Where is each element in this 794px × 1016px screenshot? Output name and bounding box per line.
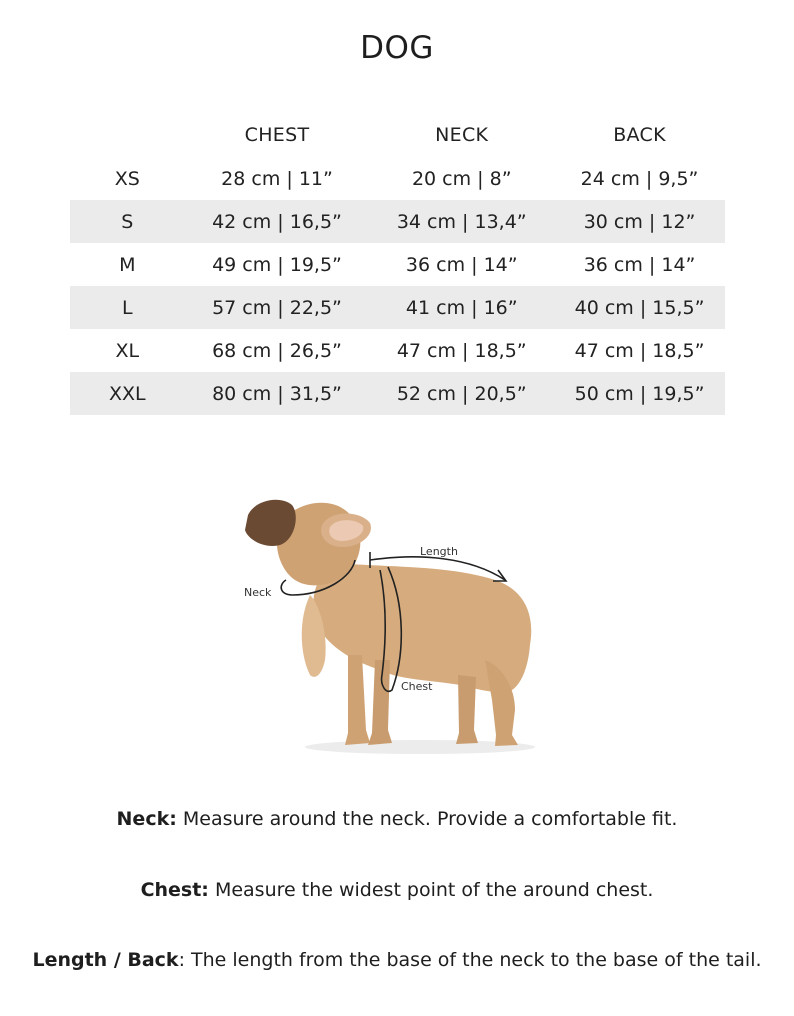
length-label: Length (420, 545, 458, 558)
chest-instruction-label: Chest: (140, 879, 209, 901)
cell-chest: 49 cm | 19,5” (212, 253, 342, 276)
size-chart-table (70, 113, 725, 415)
cell-size: L (70, 286, 185, 329)
cell-size: XXL (70, 372, 185, 415)
cell-back: 30 cm | 12” (554, 200, 725, 243)
neck-instruction (0, 808, 794, 830)
cell-size: XL (115, 339, 140, 362)
header-chest: CHEST (244, 124, 310, 146)
chest-instruction-text: Measure the widest point of the around chest. (208, 879, 654, 901)
header-neck: NECK (435, 124, 489, 146)
table-row (70, 372, 725, 415)
cell-chest: 68 cm | 26,5” (212, 339, 342, 362)
dog-measurement-illustration (230, 485, 560, 775)
cell-size: M (119, 253, 136, 276)
chest-label: Chest (401, 680, 433, 693)
cell-neck: 34 cm | 13,4” (369, 200, 554, 243)
cell-back: 24 cm | 9,5” (580, 167, 699, 190)
chest-instruction (0, 879, 794, 901)
table-row (70, 286, 725, 329)
table-row (70, 243, 725, 286)
cell-neck: 20 cm | 8” (411, 167, 512, 190)
cell-neck: 36 cm | 14” (405, 253, 518, 276)
cell-chest: 57 cm | 22,5” (185, 286, 370, 329)
cell-neck: 47 cm | 18,5” (396, 339, 527, 362)
cell-back: 36 cm | 14” (583, 253, 696, 276)
header-size (70, 113, 185, 157)
cell-chest: 80 cm | 31,5” (185, 372, 370, 415)
cell-chest: 42 cm | 16,5” (185, 200, 370, 243)
cell-neck: 52 cm | 20,5” (369, 372, 554, 415)
cell-back: 50 cm | 19,5” (554, 372, 725, 415)
neck-instruction-text: Measure around the neck. Provide a comfortable fit. (176, 808, 678, 830)
length-instruction (0, 949, 794, 971)
neck-instruction-label: Neck: (116, 808, 177, 830)
cell-neck: 41 cm | 16” (369, 286, 554, 329)
table-row (70, 329, 725, 372)
length-instruction-text: : The length from the base of the neck to the base of the tail. (178, 949, 762, 971)
cell-back: 47 cm | 18,5” (574, 339, 705, 362)
cell-back: 40 cm | 15,5” (554, 286, 725, 329)
cell-size: S (70, 200, 185, 243)
dog-icon (245, 500, 531, 746)
length-instruction-label: Length / Back (32, 949, 179, 971)
cell-size: XS (114, 167, 140, 190)
table-header-row (70, 113, 725, 157)
header-back: BACK (613, 124, 666, 146)
neck-label: Neck (244, 586, 272, 599)
page-title: DOG (360, 30, 434, 66)
table-row (70, 157, 725, 200)
table-row (70, 200, 725, 243)
cell-chest: 28 cm | 11” (221, 167, 333, 190)
